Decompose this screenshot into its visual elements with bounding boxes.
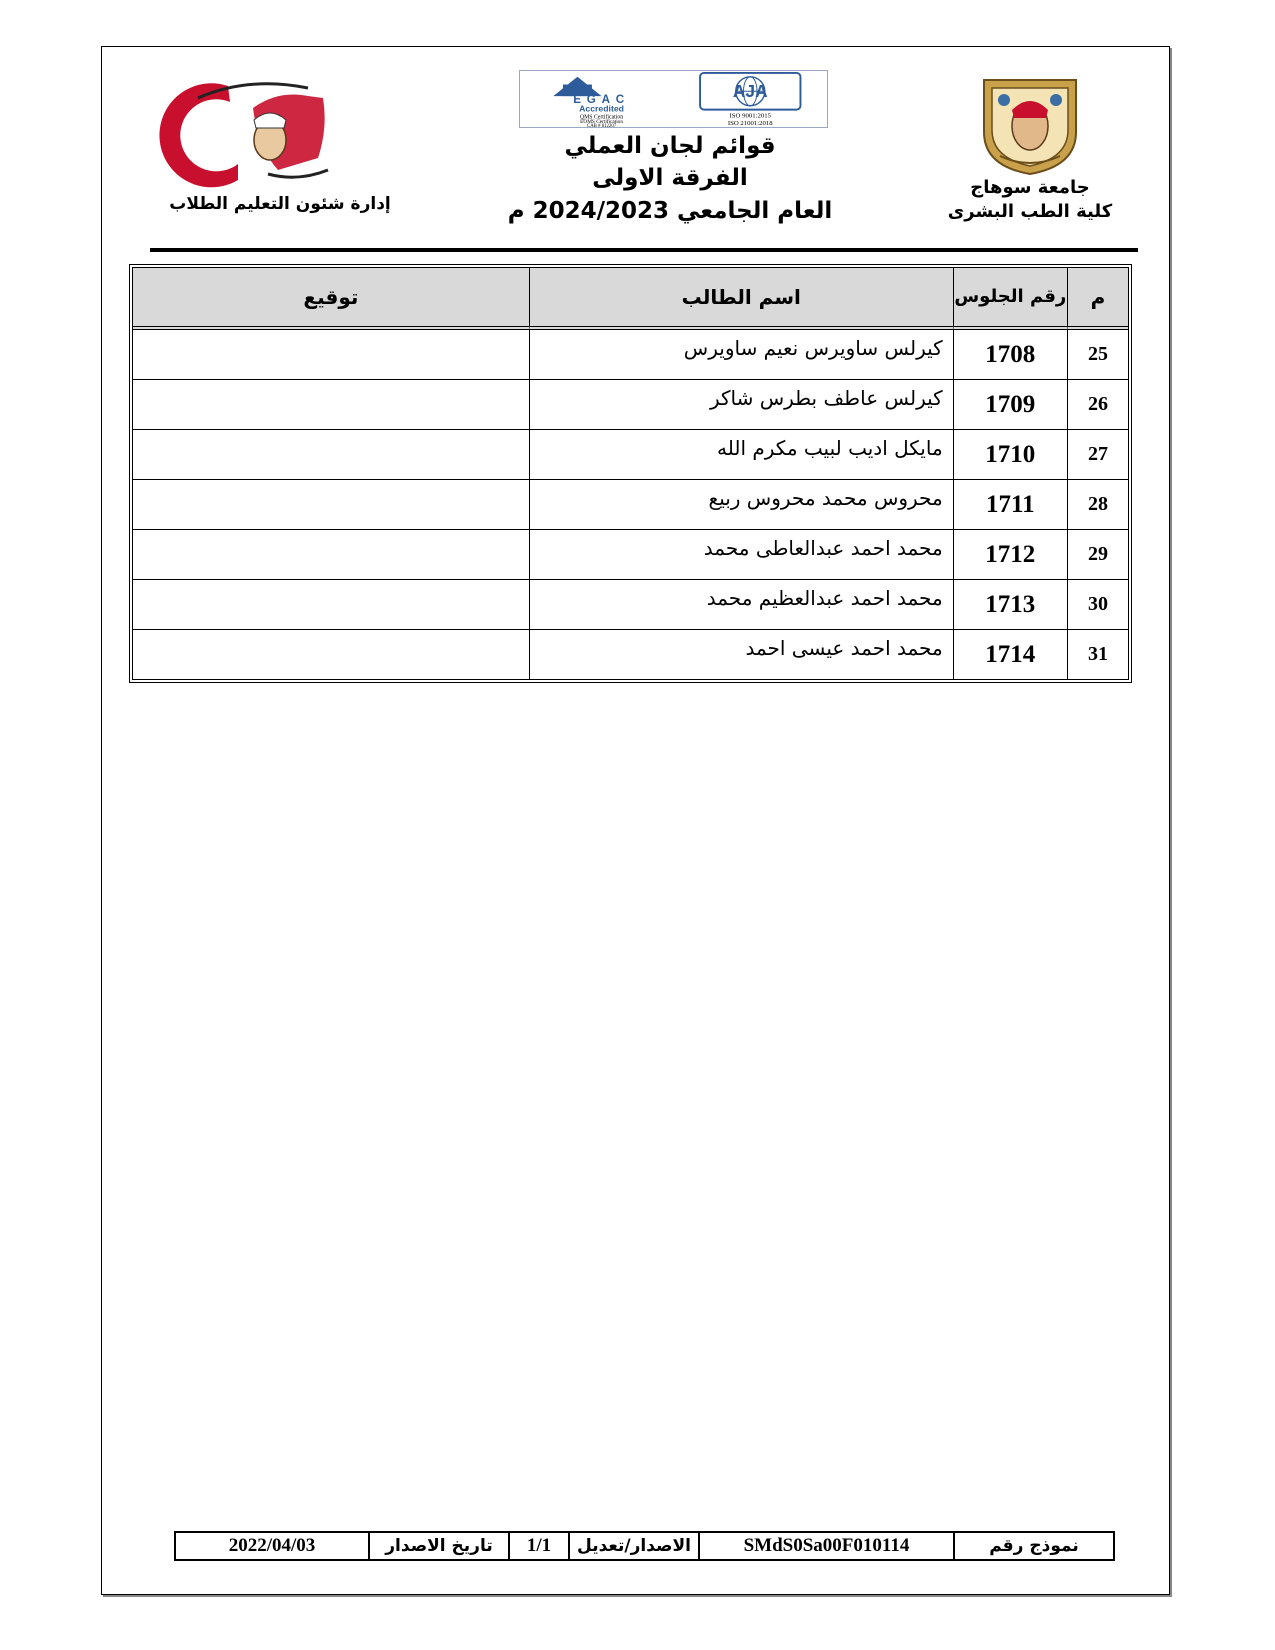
table-row: [133, 630, 1128, 679]
header-divider: [150, 248, 1138, 252]
university-name: جامعة سوهاج: [970, 177, 1090, 198]
row-student-name: محمد احمد عيسى احمد: [529, 630, 953, 679]
row-student-name: محروس محمد محروس ربيع: [529, 480, 953, 530]
egac-label: EGAC: [573, 93, 630, 106]
row-seat-number: 1713: [953, 580, 1067, 630]
egac-line2: EOMS Certification: [580, 119, 623, 126]
row-seat-number: 1708: [953, 330, 1067, 380]
table-row: [133, 530, 1128, 580]
university-heading: [935, 176, 1125, 224]
row-student-name: محمد احمد عبدالعاطى محمد: [529, 530, 953, 580]
row-signature: [133, 480, 529, 530]
year-group: الفرقة الاولى: [592, 165, 748, 191]
row-seat-number: 1711: [953, 480, 1067, 530]
document-title: قوائم لجان العملي: [564, 133, 776, 159]
table-row: [133, 430, 1128, 480]
row-index: 26: [1067, 380, 1128, 430]
row-signature: [133, 430, 529, 480]
row-signature: [133, 580, 529, 630]
row-seat-number: 1714: [953, 630, 1067, 679]
header-signature: توقيع: [133, 268, 529, 330]
egac-line1: QMS Certification: [579, 114, 624, 121]
row-signature: [133, 330, 529, 380]
table-row: [133, 580, 1128, 630]
row-index: 29: [1067, 530, 1128, 580]
row-student-name: كيرلس ساويرس نعيم ساويرس: [529, 330, 953, 380]
row-index: 31: [1067, 630, 1128, 679]
table-row: [133, 480, 1128, 530]
header-student-name: اسم الطالب: [529, 268, 953, 330]
egac-line3: CAB # 012207: [586, 124, 617, 128]
row-index: 25: [1067, 330, 1128, 380]
version-value: 1/1: [509, 1532, 569, 1560]
table-header-row: [133, 268, 1128, 330]
row-signature: [133, 630, 529, 679]
row-index: 30: [1067, 580, 1128, 630]
aja-label: AJA: [732, 81, 768, 102]
committee-list-table: [129, 264, 1132, 683]
aja-line2: ISO 21001:2018: [727, 120, 773, 128]
faculty-logo: [158, 78, 348, 188]
certification-badges: [519, 70, 828, 128]
egac-accredited: Accredited: [579, 103, 624, 114]
aja-line1: ISO 9001:2015: [729, 112, 771, 120]
row-student-name: كيرلس عاطف بطرس شاكر: [529, 380, 953, 430]
header-index: م: [1067, 268, 1128, 330]
university-seal: [970, 70, 1090, 175]
table-row: [133, 380, 1128, 430]
row-seat-number: 1712: [953, 530, 1067, 580]
faculty-name: كلية الطب البشرى: [947, 201, 1113, 222]
row-signature: [133, 380, 529, 430]
table-row: [133, 330, 1128, 380]
version-label: الاصدار/تعديل: [569, 1532, 699, 1560]
document-title-block: [440, 130, 900, 228]
row-seat-number: 1710: [953, 430, 1067, 480]
row-signature: [133, 530, 529, 580]
form-number: SMdS0Sa00F010114: [699, 1532, 954, 1560]
row-index: 28: [1067, 480, 1128, 530]
header-seat-number: رقم الجلوس: [953, 268, 1067, 330]
department-name: إدارة شئون التعليم الطلاب: [169, 194, 391, 214]
row-student-name: مايكل اديب لبيب مكرم الله: [529, 430, 953, 480]
issue-date-label: تاريخ الاصدار: [369, 1532, 509, 1560]
academic-year: العام الجامعي 2024/2023 م: [507, 198, 833, 224]
row-seat-number: 1709: [953, 380, 1067, 430]
row-index: 27: [1067, 430, 1128, 480]
issue-date: 2022/04/03: [228, 1535, 316, 1556]
form-number-label: نموذج رقم: [954, 1532, 1114, 1560]
form-footer: [174, 1531, 1115, 1561]
row-student-name: محمد احمد عبدالعظيم محمد: [529, 580, 953, 630]
